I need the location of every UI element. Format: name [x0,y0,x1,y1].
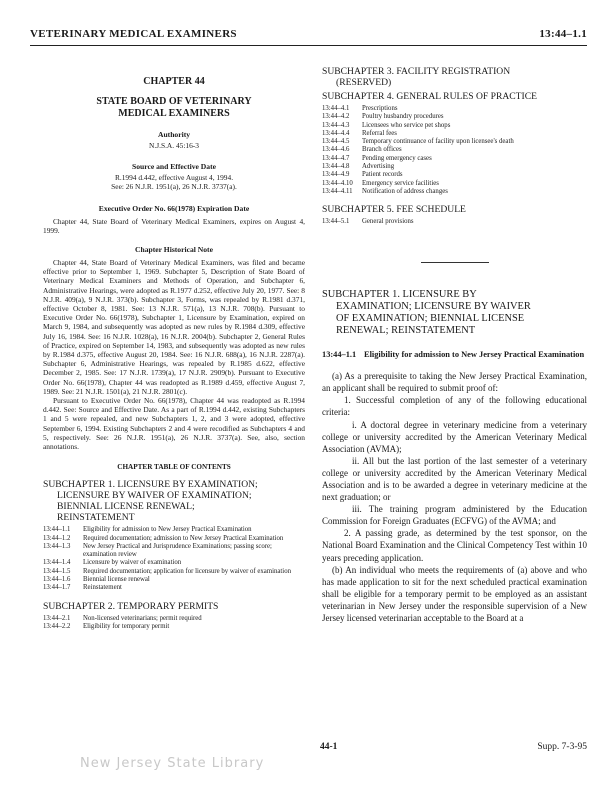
running-head [30,27,587,43]
toc-entry-number: 13:44–4.2 [322,113,350,121]
section-number: 13:44–1.1 [322,349,357,359]
paragraph-a: (a) As a prerequisite to taking the New Jersey Practical Examination, an applicant shall be required to submit proof of: [322,371,587,394]
paragraph-1: 1. Successful completion of any of the following educational criteria: [322,395,587,418]
toc-entry-number: 13:44–1.4 [43,559,71,567]
toc-list-subchapter-4 [322,105,587,196]
executive-order-text: Chapter 44, State Board of Veterinary Medical Examiners, expires on August 4, 1999. [43,216,305,235]
source-line-1: R.1994 d.442, effective August 4, 1994. [114,173,234,183]
toc-entry-title: Branch offices [362,146,402,154]
section-body [322,370,587,624]
toc-entry-number: 13:44–5.1 [322,218,350,226]
toc-entry-title: Reinstatement [83,584,122,592]
paragraph-i: i. A doctoral degree in veterinary medicine from a veterinary college or university accredited by the American Veterinary Medical Association (AVMA); [322,419,587,454]
toc-entry-number: 13:44–1.3 [43,542,71,550]
library-watermark: New Jersey State Library [80,756,265,771]
toc-entry[interactable] [322,171,587,179]
toc-entry-title: Patient records [362,171,403,179]
paragraph-iii: iii. The training program administered by the Education Commission for Foreign Graduates (ECFVG) of the AVMA; and [322,504,587,527]
toc-entry[interactable] [43,559,305,567]
left-column [43,56,305,631]
toc-entry[interactable] [43,576,305,584]
authority-heading: Authority [157,130,191,139]
subchapter-1-heading-line-1: SUBCHAPTER 1. LICENSURE BY [322,288,477,300]
toc-entry[interactable] [43,568,305,576]
toc-entry[interactable] [322,130,587,138]
toc-entry[interactable] [322,155,587,163]
toc-entry-number: 13:44–1.5 [43,567,71,575]
toc-subchapter-1-heading [43,479,305,523]
toc-entry-title: Eligibility for temporary permit [83,622,170,630]
toc-entry[interactable] [43,623,305,631]
toc-list-subchapter-2 [43,615,305,632]
toc-entry-number: 13:44–4.6 [322,146,350,154]
toc-entry[interactable] [322,218,587,226]
toc-subchapter-1-line-4: REINSTATEMENT [57,512,135,524]
toc-entry[interactable] [322,138,587,146]
toc-entry[interactable] [322,163,587,171]
toc-subchapter-1-line-2: LICENSURE BY WAIVER OF EXAMINATION; [57,490,252,502]
toc-subchapter-4-heading: SUBCHAPTER 4. GENERAL RULES OF PRACTICE [322,91,537,102]
toc-entry[interactable] [43,543,305,560]
subchapter-1-heading-line-2: EXAMINATION; LICENSURE BY WAIVER [336,300,531,312]
toc-entry-title: Temporary continuance of facility upon licensee's death [362,138,514,146]
paragraph-ii: ii. All but the last portion of the last semester of a veterinary college or university accredited by the American Veterinary Medical Association and is to be awarded a degree in veterinary medicine at the next graduation; or [322,455,587,503]
toc-entry-title: Eligibility for admission to New Jersey Practical Examination [83,526,252,534]
toc-entry-number: 13:44–4.10 [322,179,353,187]
toc-entry-title: Biennial license renewal [83,576,150,584]
paragraph-2: 2. A passing grade, as determined by the test sponsor, on the National Board Examination and the Clinical Competency Test within 10 years preceding application. [322,528,587,563]
toc-entry[interactable] [43,615,305,623]
subchapter-1-heading-line-4: RENEWAL; REINSTATEMENT [336,325,476,337]
section-title: Eligibility for admission to New Jersey Practical Examination [364,349,585,359]
toc-entry-title: Required documentation; admission to New Jersey Practical Examination [83,534,284,542]
paragraph-b: (b) An individual who meets the requirements of (a) above and who has made application to sit for the next scheduled practical examination shall be eligible for a temporary permit to be employed as an assistant veterinarian in New Jersey under the responsible supervision of a New Jersey licensed veterinarian acceptable to the Board at a [322,564,587,624]
historical-note-heading: Chapter Historical Note [135,245,213,255]
toc-entry-number: 13:44–4.5 [322,138,350,146]
historical-note-paragraph-2: Pursuant to Executive Order No. 66(1978), Chapter 44 was readopted as R.1994 d.442. See: Source and Effective Date. As a part of R.1994 d.442, existing Subchapters 1 and 5 were repealed, and new Subchapters 1, 2, and 3 were adopted, effective September 6, 1994. Existing Subchapters 2 and 4 were recodified as Subchapters 4 and 5, respectively. See: 26 N.J.R. 1951(a), 26 N.J.R. 3737(a). See, also, section annotations. [43,396,305,452]
header-rule [30,45,587,46]
historical-note [43,258,305,451]
toc-entry[interactable] [322,188,587,196]
authority-text: N.J.S.A. 45:16-3 [149,141,199,150]
toc-subchapter-3-line-2: (RESERVED) [336,77,392,88]
chapter-title [43,96,305,120]
running-head-section: 13:44–1.1 [539,28,587,40]
toc-entry-number: 13:44–2.1 [43,614,71,622]
chapter-number: CHAPTER 44 [143,76,205,87]
toc-entry-title: Prescriptions [362,105,398,112]
chapter-title-line-2: MEDICAL EXAMINERS [118,108,230,119]
toc-entry-number: 13:44–1.1 [43,526,71,534]
toc-entry-number: 13:44–2.2 [43,622,71,630]
toc-subchapter-5-heading: SUBCHAPTER 5. FEE SCHEDULE [322,204,466,216]
supplement-date: Supp. 7-3-95 [537,742,587,752]
executive-order-heading: Executive Order No. 66(1978) Expiration Date [98,203,250,213]
subchapter-1-heading-line-3: OF EXAMINATION; BIENNIAL LICENSE [336,313,525,325]
toc-entry[interactable] [322,105,587,113]
toc-subchapter-1-line-3: BIENNIAL LICENSE RENEWAL; [57,501,195,513]
toc-entry-title: Referral fees [362,129,397,137]
toc-list-subchapter-1 [43,526,305,592]
toc-entry-title: Poultry husbandry procedures [362,113,444,121]
toc-entry[interactable] [43,526,305,534]
toc-entry-title: Emergency service facilities [362,179,439,187]
toc-entry[interactable] [322,180,587,188]
toc-subchapter-2-heading: SUBCHAPTER 2. TEMPORARY PERMITS [43,600,219,612]
right-column [322,56,587,624]
toc-entry-number: 13:44–4.8 [322,163,350,171]
page-footer [30,742,587,756]
toc-entry-number: 13:44–1.7 [43,584,71,592]
toc-entry[interactable] [43,584,305,592]
toc-entry-title: Licensure by waiver of examination [83,559,182,567]
toc-entry[interactable] [43,535,305,543]
toc-list-subchapter-5 [322,218,587,226]
toc-entry[interactable] [322,113,587,121]
source-heading: Source and Effective Date [131,162,216,172]
toc-subchapter-1-line-1: SUBCHAPTER 1. LICENSURE BY EXAMINATION; [43,479,258,491]
toc-entry-number: 13:44–4.3 [322,121,350,129]
historical-note-paragraph-1: Chapter 44, State Board of Veterinary Medical Examiners, was filed and became effective prior to September 1, 1969. Subchapter 5, Description of State Board of Veterinary Medical Examiners and Methods of Operation, and Subchapter 6, Administrative Hearings, were adopted as R.1977 d.252, effective July 20, 1977. See: 8 N.J.R. 409(a), 9 N.J.R. 373(b). Subchapter 3, Forms, was repealed by R.1981 d.371, effective October 8, 1981. See: 13 N.J.R. 571(a), 13 N.J.R. 708(b). Pursuant to Executive Order No. 66(1978), Subchapter 1, Licensure by Examination, expired on March 9, 1984, and subsequently was adopted as new rules by R.1984 d.309, effective July 16, 1984. See: 16 N.J.R. 1028(a), 16 N.J.R. 2004(b). Subchapter 2, General Rules of Practice, expired on September 14, 1983, and subsequently was adopted as new rules by R.1984 d.375, effective August 20, 1984. See: 16 N.J.R. 688(a), 16 N.J.R. 2287(a). Subchapter 6, Administrative Hearings, was repealed by R.1985 d.622, effective December 2, 1985. See: 17 N.J.R. 1739(a), 17 N.J.R. 2909(b). Pursuant to Executive Order No. 66(1978), Chapter 44 was readopted as R.1989 d.459, effective August 7, 1989. See: 21 N.J.R. 1501(a), 21 N.J.R. 2801(c). [43,258,305,396]
toc-entry[interactable] [322,122,587,130]
toc-entry-number: 13:44–4.9 [322,171,350,179]
toc-entry-title: Advertising [362,163,395,171]
toc-entry-title: Required documentation; application for licensure by waiver of examination [83,567,291,575]
source-line-2: See: 26 N.J.R. 1951(a), 26 N.J.R. 3737(a). [111,182,237,192]
toc-subchapter-3-line-1: SUBCHAPTER 3. FACILITY REGISTRATION [322,66,511,77]
toc-heading: CHAPTER TABLE OF CONTENTS [117,463,231,472]
toc-entry-title: Notification of address changes [362,187,448,195]
running-head-title: VETERINARY MEDICAL EXAMINERS [30,28,237,40]
toc-entry-title: New Jersey Practical and Jurisprudence Examinations; passing score; examination review [83,542,272,559]
section-divider [421,262,489,263]
toc-entry-title: General provisions [362,218,414,226]
page-number: 44-1 [320,742,338,752]
toc-subchapter-3-heading [322,66,587,88]
toc-entry-title: Licensees who service pet shops [362,121,451,129]
toc-entry-number: 13:44–4.4 [322,129,350,137]
toc-entry[interactable] [322,146,587,154]
toc-entry-title: Pending emergency cases [362,154,432,162]
toc-entry-number: 13:44–4.11 [322,187,353,195]
toc-entry-title: Non-licensed veterinarians; permit required [83,614,202,622]
subchapter-1-heading [322,289,587,338]
toc-entry-number: 13:44–4.7 [322,154,350,162]
toc-entry-number: 13:44–1.2 [43,534,71,542]
chapter-title-line-1: STATE BOARD OF VETERINARY [96,96,252,107]
section-heading [322,350,587,360]
toc-entry-number: 13:44–4.1 [322,105,350,112]
toc-entry-number: 13:44–1.6 [43,576,71,584]
